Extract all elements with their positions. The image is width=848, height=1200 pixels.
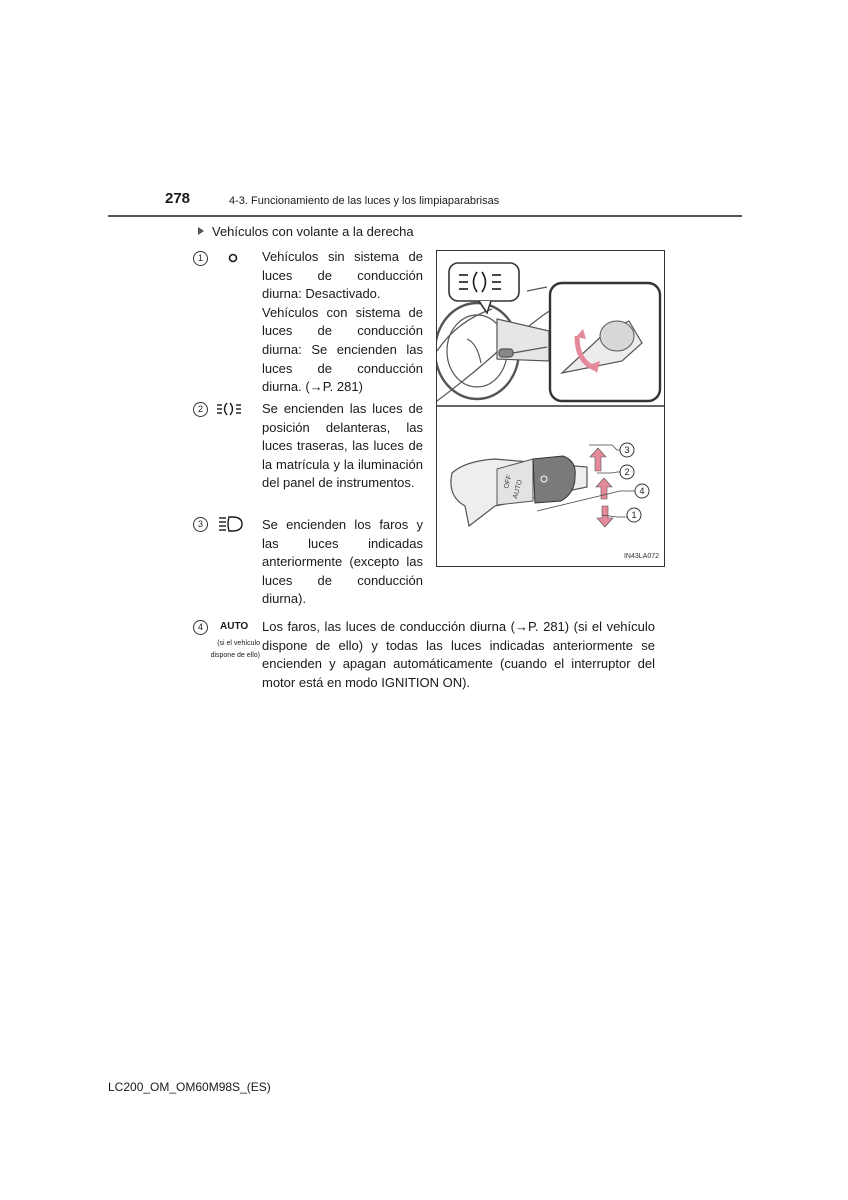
auto-label: AUTO [220,621,249,632]
auto-switch-label: AUTO [512,479,524,500]
triangle-bullet-icon [198,227,204,235]
position-lights-icon [215,400,247,418]
item-1-paragraph: Vehículos sin sistema de luces de conducción diurna: Desactivado. [262,249,423,302]
callout-label: 2 [624,467,630,477]
header-rule [108,215,742,217]
switch-stalk [451,456,587,526]
headlight-icon [216,515,248,533]
item-1-paragraph: Vehículos con sistema de luces de conducción diurna: Se encienden las luces de conducción diurna. (→P. 281) [262,304,423,395]
figure-code: IN43LA072 [623,553,659,560]
item-1-text [262,248,423,397]
item-3-text: Se encienden los faros y las luces indicadas anteriormente (excepto las luces de conducción diurna). [262,517,423,607]
item-number-4: 4 [193,620,208,635]
auto-availability-note: (si el vehículo dispone de ello) [210,640,260,659]
figure-callouts [620,443,649,522]
subheading-text: Vehículos con volante a la derecha [212,224,414,239]
inset-detail [550,283,660,401]
callout-label: 4 [639,486,645,496]
page-number: 278 [165,190,191,207]
light-switch-illustration [436,250,665,567]
section-title: 4-3. Funcionamiento de las luces y los limpiaparabrisas [229,195,500,207]
callout-label: 1 [631,510,637,520]
item-2-text: Se encienden las luces de posición delanteras, las luces traseras, las luces de la matrícula y la iluminación del panel de instrumentos. [262,401,423,491]
item-number-3: 3 [193,517,208,532]
footer-code: LC200_OM_OM60M98S_(ES) [108,1080,271,1094]
direction-arrows [590,448,613,527]
off-label: OFF [503,474,514,490]
off-circle-icon [222,250,254,268]
light-switch-drawing [437,251,664,566]
item-number-1: 1 [193,251,208,266]
subheading [198,224,414,239]
callout-label: 3 [624,445,630,455]
item-number-2: 2 [193,402,208,417]
item-4-text: Los faros, las luces de conducción diurna (→P. 281) (si el vehículo dispone de ello) y todas las luces indicadas anteriormente se encienden y apagan automáticamente (cuando el interruptor del motor está en modo IGNITION ON). [262,619,655,690]
